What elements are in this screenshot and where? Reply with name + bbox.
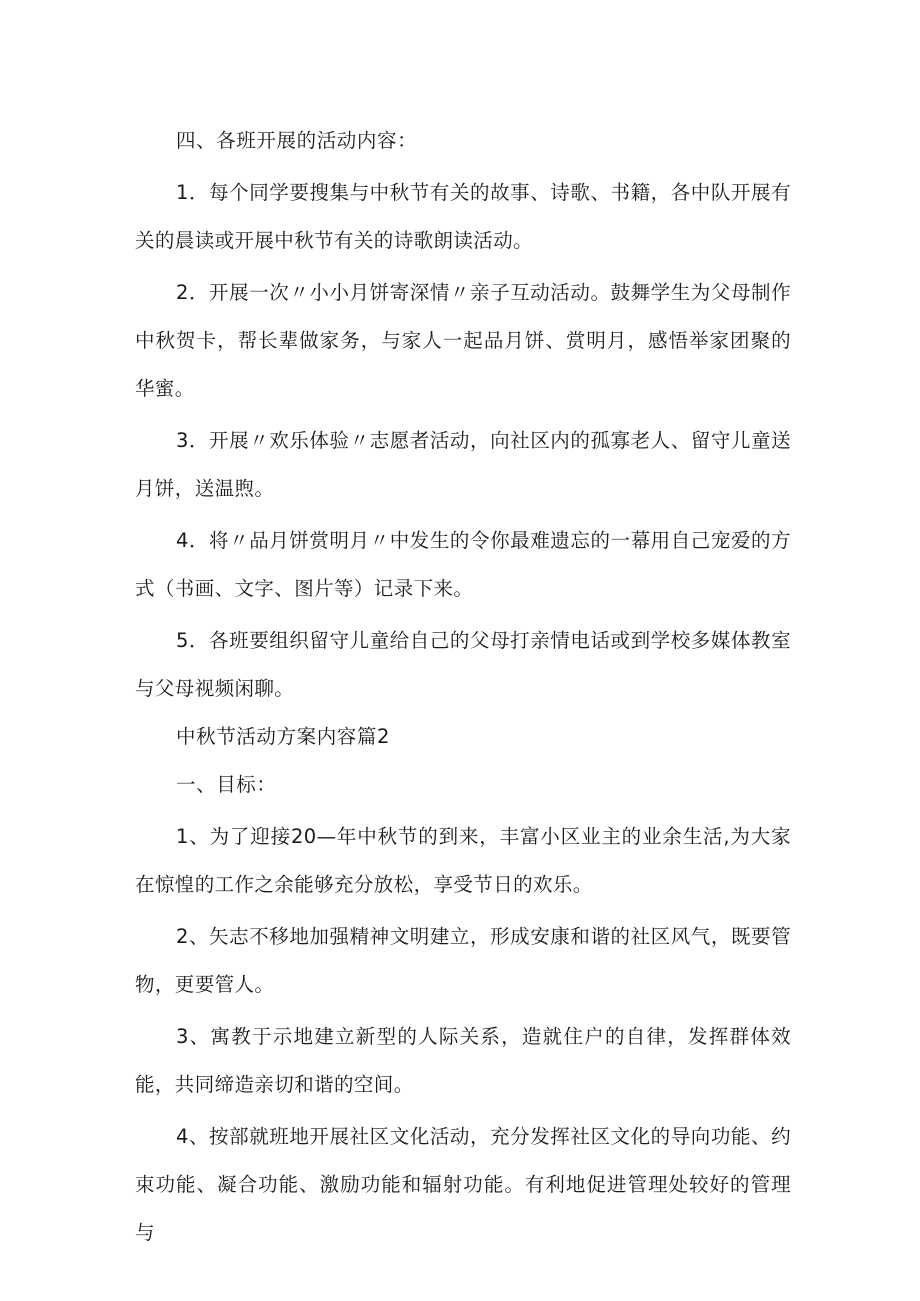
goal-item-1: 1、为了迎接20—年中秋节的到来，丰富小区业主的业余生活,为大家在惊惶的工作之余能够充分放松，享受节日的欢乐。 <box>135 825 791 896</box>
activity-item-4: 4．将〃品月饼赏明月〃中发生的令你最难遗忘的一幕用自己宠爱的方式（书画、文字、图片等）记录下来。 <box>135 529 791 600</box>
article-title-part-2: 中秋节活动方案内容篇2 <box>176 725 391 748</box>
activity-item-1: 1．每个同学要搜集与中秋节有关的故事、诗歌、书籍，各中队开展有关的晨读或开展中秋节有关的诗歌朗读活动。 <box>135 181 791 252</box>
activity-item-2: 2．开展一次〃小小月饼寄深情〃亲子互动活动。鼓舞学生为父母制作中秋贺卡，帮长辈做家务，与家人一起品月饼、赏明月，感悟举家团聚的华蜜。 <box>135 281 791 400</box>
section-heading-goals: 一、目标： <box>176 773 277 796</box>
goal-item-4: 4、按部就班地开展社区文化活动，充分发挥社区文化的导向功能、约束功能、凝合功能、激励功能和辐射功能。有利地促进管理处较好的管理与 <box>135 1125 791 1244</box>
document-body <box>135 117 791 1257</box>
activity-item-5: 5．各班要组织留守儿童给自己的父母打亲情电话或到学校多媒体教室与父母视频闲聊。 <box>135 629 791 700</box>
section-heading-activities: 四、各班开展的活动内容： <box>176 129 418 152</box>
goal-item-2: 2、矢志不移地加强精神文明建立，形成安康和谐的社区风气，既要管物，更要管人。 <box>135 925 791 996</box>
activity-item-3: 3．开展〃欢乐体验〃志愿者活动，向社区内的孤寡老人、留守儿童送月饼，送温煦。 <box>135 429 791 500</box>
goal-item-3: 3、寓教于示地建立新型的人际关系，造就住户的自律，发挥群体效能，共同缔造亲切和谐的空间。 <box>135 1025 791 1096</box>
